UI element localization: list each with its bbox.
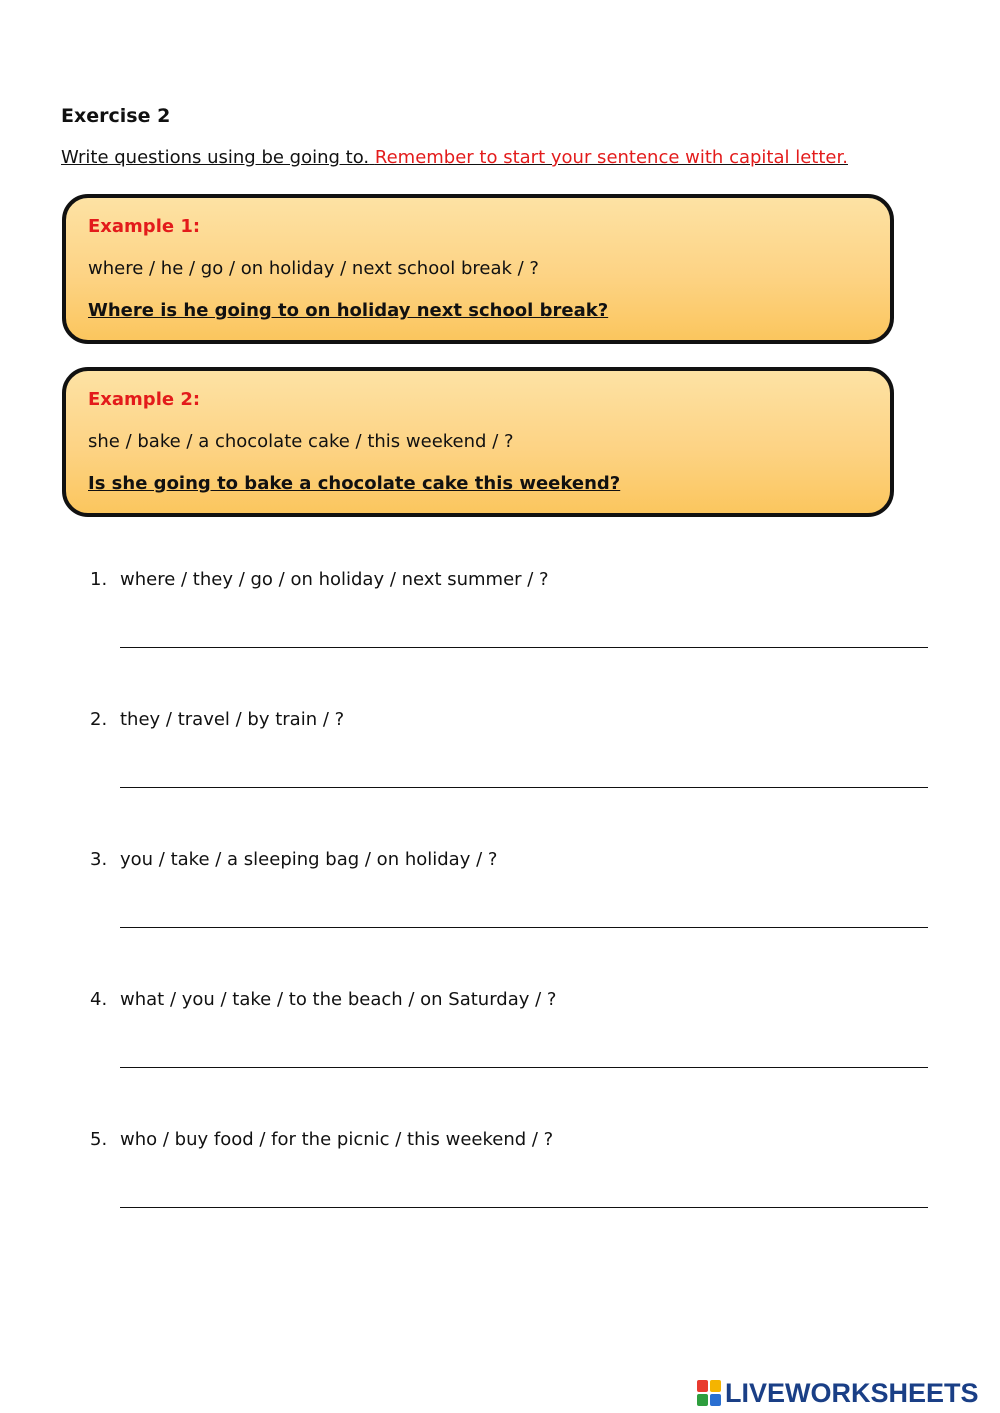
question-number: 5. <box>90 1129 108 1150</box>
question-prompt: they / travel / by train / ? <box>120 709 345 730</box>
example-label: Example 2: <box>88 389 201 410</box>
question-item-3 <box>90 849 930 959</box>
answer-line[interactable] <box>120 787 928 788</box>
question-item-2 <box>90 709 930 819</box>
question-prompt: who / buy food / for the picnic / this weekend / ? <box>120 1129 554 1150</box>
answer-line[interactable] <box>120 647 928 648</box>
question-prompt: where / they / go / on holiday / next summer / ? <box>120 569 549 590</box>
question-number: 1. <box>90 569 108 590</box>
question-number: 2. <box>90 709 108 730</box>
answer-line[interactable] <box>120 1207 928 1208</box>
example-answer: Where is he going to on holiday next school break? <box>88 300 609 321</box>
answer-line[interactable] <box>120 927 928 928</box>
liveworksheets-logo-icon <box>697 1380 721 1406</box>
example-prompt: where / he / go / on holiday / next school break / ? <box>88 258 539 279</box>
answer-line[interactable] <box>120 1067 928 1068</box>
question-number: 3. <box>90 849 108 870</box>
example-prompt: she / bake / a chocolate cake / this weekend / ? <box>88 431 514 452</box>
example-box-2 <box>62 367 894 517</box>
instructions <box>61 147 848 168</box>
liveworksheets-logo <box>697 1378 979 1408</box>
question-prompt: what / you / take / to the beach / on Saturday / ? <box>120 989 557 1010</box>
question-item-1 <box>90 569 930 679</box>
logo-text: LIVEWORKSHEETS <box>725 1377 979 1408</box>
question-number: 4. <box>90 989 108 1010</box>
instructions-main: Write questions using be going to. <box>61 147 370 168</box>
example-answer: Is she going to bake a chocolate cake this weekend? <box>88 473 621 494</box>
instructions-reminder: Remember to start your sentence with capital letter. <box>374 147 848 168</box>
exercise-title: Exercise 2 <box>61 105 171 127</box>
question-prompt: you / take / a sleeping bag / on holiday / ? <box>120 849 498 870</box>
question-item-5 <box>90 1129 930 1239</box>
example-label: Example 1: <box>88 216 201 237</box>
question-item-4 <box>90 989 930 1099</box>
example-box-1 <box>62 194 894 344</box>
